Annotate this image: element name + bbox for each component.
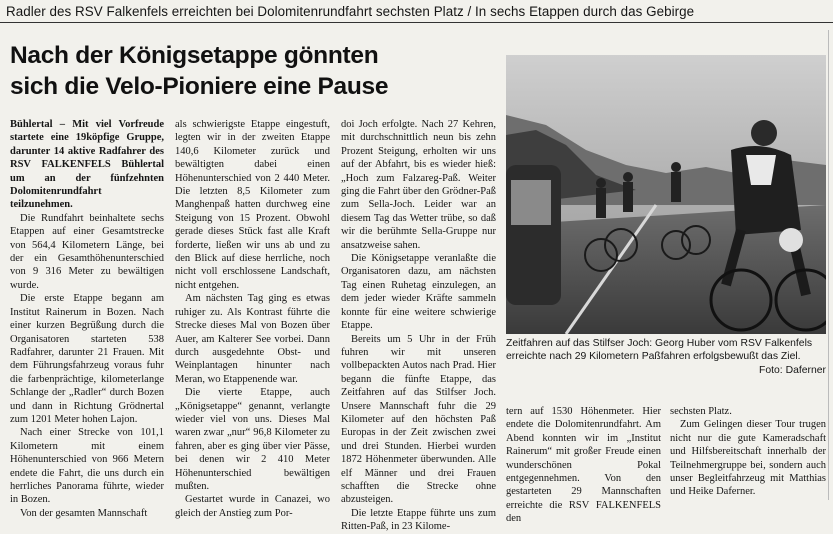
paragraph: doi Joch erfolgte. Nach 27 Kehren, mit durchschnittlich neun bis zehn Prozent Steigung, erholten wir uns auf der Abfahrt, bis es wieder hieß: „Hoch zum Falzareg-Paß. Weiter ging die Fahrt über den Grödner-Paß zum Sella-Joch. Leider war an diesem Tag das Wetter trübe, so daß wir die berühmte Sella-Gruppe nur ansatzweise sahen.: [341, 119, 496, 251]
paragraph: sechsten Platz.: [670, 406, 732, 417]
paragraph: Nach einer Strecke von 101,1 Kilometern mit einem Höhenunterschied von 966 Metern endete die Fahrt, die uns durch ein herrliches Panorama führte, wieder in Bozen.: [10, 427, 164, 506]
paragraph: tern auf 1530 Höhenmeter. Hier endete die Dolomitenrundfahrt. Am Abend konnten wir im „Institut Rainerum“ mit großer Freude einen wunderschönen Pokal entgegennehmen. Von den gestarteten 29 Mannschaften erreichte die RSV FALKENFELS den: [506, 406, 661, 525]
paragraph: Gestartet wurde in Canazei, wo gleich der Anstieg zum Por-: [175, 494, 330, 519]
lead-paragraph: Bühlertal – Mit viel Vorfreude startete eine 19köpfige Gruppe, darunter 14 aktive Radfahrer des RSV FALKENFELS Bühlertal um an der fünfzehnten Dolomitenrundfahrt teilzunehmen.: [10, 119, 164, 211]
paragraph: Die Königsetappe veranlaßte die Organisatoren dazu, am nächsten Tag einen Ruhetag einzulegen, an dem jeder wieder Kräfte sammeln konnte für eine weitere schwierige Etappe.: [341, 253, 496, 332]
paragraph: Bereits um 5 Uhr in der Früh fuhren wir mit unseren vollbepackten Autos nach Prad. Hier begann die fünfte Etappe, das Zeitfahren auf das Stilfser Joch. Unsere Mannschaft fuhr die 29 Kilometer auf den höchsten Paß Europas in der Zeit zwischen zwei und drei Stunden. Hierbei wurden 1872 Höhenmeter überwunden. Alle elf Männer und drei Frauen schafften die Strecke ohne abzusteigen.: [341, 333, 496, 506]
kicker-rule: [0, 22, 833, 23]
photo-credit: Foto: Daferner: [759, 364, 826, 376]
column-5: [670, 405, 826, 499]
column-3: [341, 118, 496, 534]
cyclists-photo: [506, 55, 826, 334]
article-kicker: Radler des RSV Falkenfels erreichten bei Dolomitenrundfahrt sechsten Platz / In sechs Etappen durch das Gebirge: [6, 4, 695, 19]
paragraph: Die erste Etappe begann am Institut Rainerum in Bozen. Nach einer kurzen Begrüßung durch die Organisatoren starteten 538 Radfahrer, darunter 21 Frauen. Mit dem Führungsfahrzeug voraus fuhr die farbenprächtige, kilometerlange Schlange der „Radler“ durch Bozen und dann in Richtung Grödnertal zum 1201 Meter hohen Lajon.: [10, 293, 164, 425]
photo-caption: [506, 337, 826, 377]
paragraph: Die Rundfahrt beinhaltete sechs Etappen auf einer Gesamtstrecke von 564,4 Kilometern Länge, bei der ein Gesamthöhenunterschied von 9 316 Meter zu bewältigen wurde.: [10, 212, 164, 291]
column-4: [506, 405, 661, 526]
headline-line-2: sich die Velo-Pioniere eine Pause: [10, 73, 389, 100]
paragraph: Am nächsten Tag ging es etwas ruhiger zu. Als Kontrast führte die Strecke dieses Mal von Bozen über Auer, am Kalterer See vorbei. Dann durch ausgedehnte Obst- und Weinplantagen hinunter nach Meran, wo Etappenende war.: [175, 293, 330, 385]
headline-line-1: Nach der Königsetappe gönnten: [10, 42, 379, 69]
paragraph: Die letzte Etappe führte uns zum Ritten-Paß, in 23 Kilome-: [341, 507, 496, 533]
column-divider: [828, 30, 829, 500]
cyclists-photo-illustration: [506, 55, 826, 334]
column-1: [10, 118, 164, 520]
paragraph: Von der gesamten Mannschaft: [20, 507, 148, 519]
paragraph: Zum Gelingen dieser Tour trugen nicht nur die gute Kameradschaft und Hilfsbereitschaft innerhalb der Teilnehmergruppe bei, sondern auch unser Begleitfahrzeug mit Matthias und Heike Daferner.: [670, 419, 826, 498]
photo-caption-text: Zeitfahren auf das Stilfser Joch: Georg Huber vom RSV Falkenfels erreichte nach 29 Kilometern Paßfahren erfolgsbewußt das Ziel.: [506, 338, 813, 363]
column-2: [175, 118, 330, 520]
paragraph: Die vierte Etappe, auch „Königsetappe“ genannt, verlangte wieder viel von uns. Dieses Mal waren zwar „nur“ 96,8 Kilometer zu fahren, aber es ging über vier Pässe, bei denen wir 2 410 Meter Höhenunterschied bewältigen mußten.: [175, 387, 330, 492]
paragraph: als schwierigste Etappe eingestuft, legten wir in der zweiten Etappe 140,6 Kilometer zurück und bewältigten dabei einen Höhenunterschied von 2 440 Meter. Die letzten 8,5 Kilometer zum Manghenpaß hatten durchweg eine Steigung von 15 Prozent. Obwohl gerade dieses Stück fast alle Kraft forderte, ließen wir uns ab und zu den Blick auf diese herrliche, noch nicht voll erschlossene Landschaft, nicht entgehen.: [175, 119, 330, 291]
headline: [10, 40, 480, 102]
